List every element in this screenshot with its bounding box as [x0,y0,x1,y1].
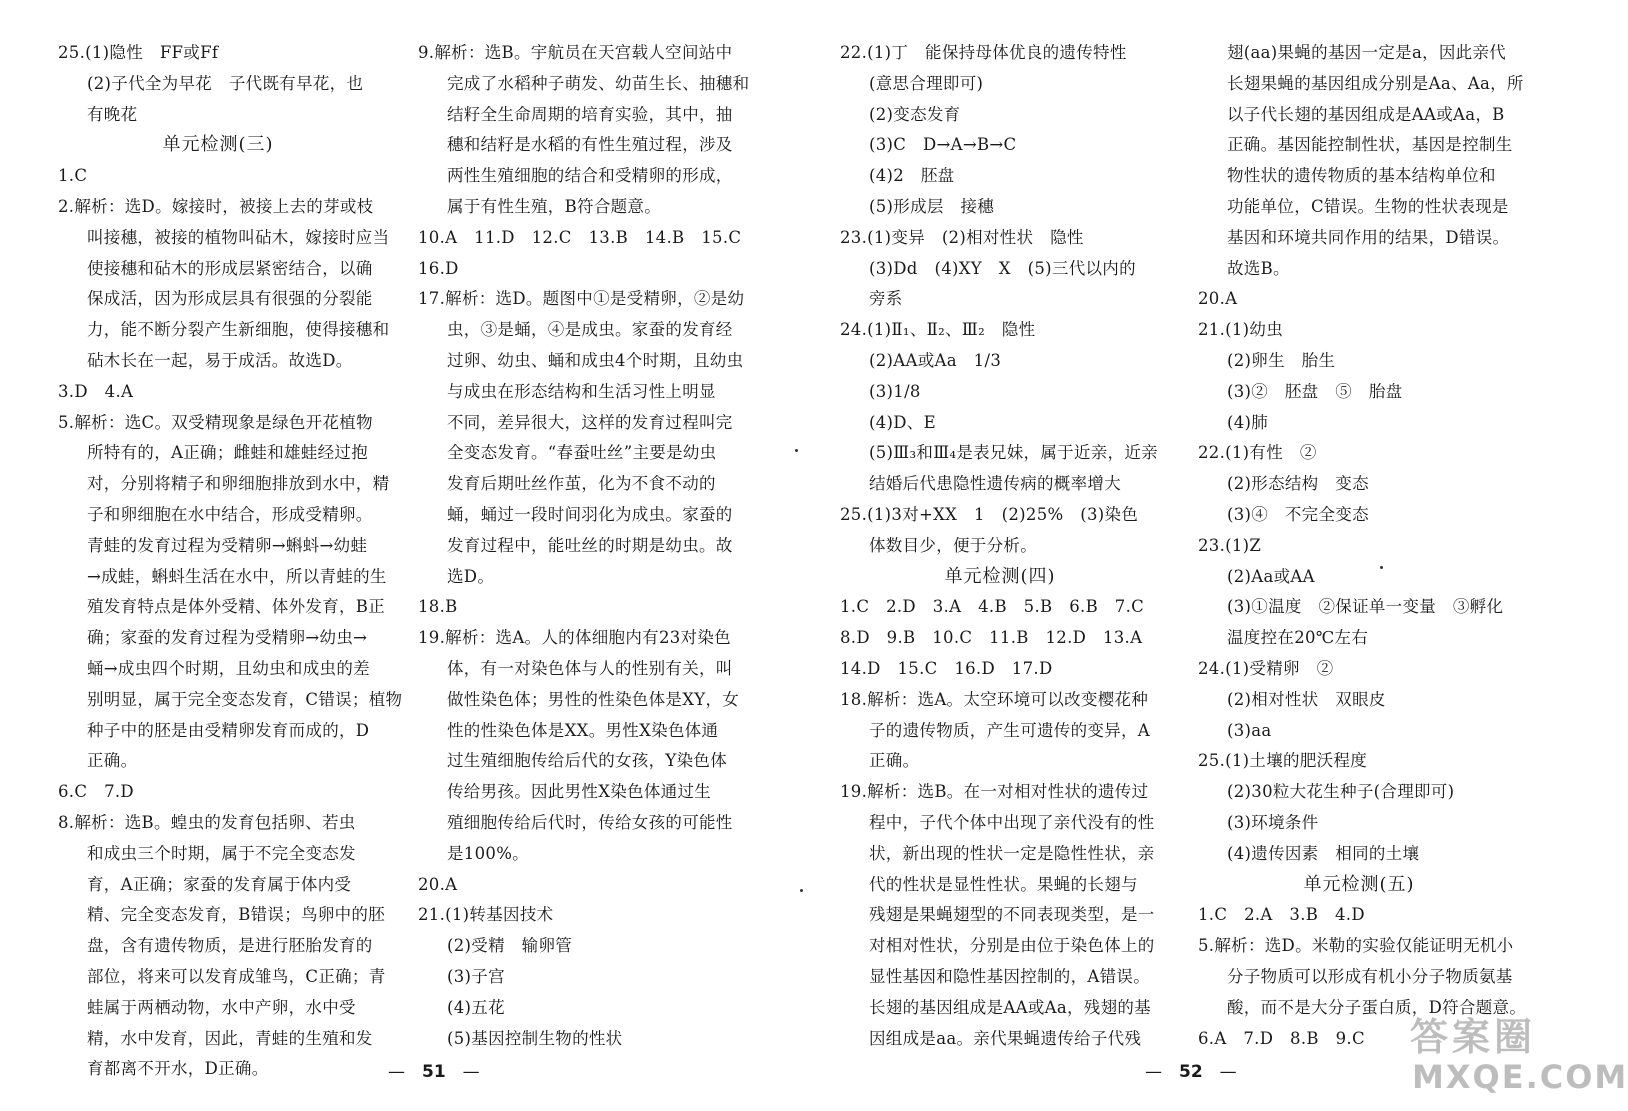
left-page [0,0,800,1111]
answer-line: 对相对性状，分别是由位于染色体上的 [869,936,1155,956]
right-page-column-1 [840,38,1180,1054]
answer-line: 部位，将来可以发育成雏鸟，C正确；青 [87,966,386,986]
answer-line: 穗和结籽是水稻的有性生殖过程，涉及 [447,135,733,155]
answer-line: 蛹→成虫四个时期，且幼虫和成虫的差 [87,658,370,678]
answer-line: 24.(1)Ⅱ₁、Ⅱ₂、Ⅲ₂ 隐性 [840,320,1036,340]
answer-line: 殖细胞传给后代时，传给女孩的可能性 [447,812,733,832]
answer-line: 25.(1)土壤的肥沃程度 [1198,751,1368,771]
scan-speck [800,889,803,892]
answer-line: (2)变态发育 [869,104,961,124]
answer-line: 育，A正确；家蚕的发育属于体内受 [87,874,352,894]
answer-line: 5.解析：选C。双受精现象是绿色开花植物 [58,412,373,432]
answer-line: 结婚后代患隐性遗传病的概率增大 [869,474,1121,494]
answer-line: 19.解析：选A。人的体细胞内有23对染色 [418,628,731,648]
left-page-column-1 [58,38,403,1085]
answer-line: 21.(1)幼虫 [1198,320,1284,340]
answer-line: 子的遗传物质，产生可遗传的变异，A [869,720,1151,740]
scan-speck [795,449,798,452]
answer-line: 育都离不开水，D正确。 [87,1059,269,1079]
answer-line: (3)C D→A→B→C [869,135,1017,155]
answer-line: 2.解析：选D。嫁接时，被接上去的芽或枝 [58,196,374,216]
answer-line: 正确。 [869,751,920,771]
answer-line: 长翅的基因组成是AA或Aa，残翅的基 [869,997,1151,1017]
section-heading: 单元检测(三) [162,134,274,156]
answer-line: (4)遗传因素 相同的土壤 [1227,843,1420,863]
answer-line: (2)30粒大花生种子(合理即可) [1227,782,1455,802]
answer-line: (3)①温度 ②保证单一变量 ③孵化 [1227,597,1504,617]
answer-line: (2)受精 输卵管 [447,936,573,956]
answer-line: (2)子代全为早花 子代既有早花，也 [87,73,364,93]
page-number-dash: — [445,1062,480,1082]
answer-line: 代的性状是显性性状。果蝇的长翅与 [869,874,1138,894]
answer-line: 显性基因和隐性基因控制的，A错误。 [869,966,1151,986]
answer-line: (4)2 胚盘 [869,166,955,186]
answer-line: 21.(1)转基因技术 [418,905,554,925]
answer-line: 青蛙的发育过程为受精卵→蝌蚪→幼蛙 [87,535,368,555]
answer-line: 翅(aa)果蝇的基因一定是a，因此亲代 [1227,43,1507,62]
answer-line: (3)② 胚盘 ⑤ 胎盘 [1227,381,1403,401]
answer-line: 使接穗和砧木的形成层紧密结合，以确 [87,258,373,278]
answer-line: 6.C 7.D [58,782,134,802]
answer-line: 别明显，属于完全变态发育，C错误；植物 [87,689,403,709]
answer-line: 物性状的遗传物质的基本结构单位和 [1227,166,1496,186]
section-heading: 单元检测(五) [1303,873,1415,895]
answer-line: 25.(1)隐性 FF或Ff [58,43,219,62]
answer-line: 精、完全变态发育，B错误；鸟卵中的胚 [87,905,386,925]
answer-line: 残翅是果蝇翅型的不同表现类型，是一 [869,905,1155,925]
answer-line: 1.C [58,166,88,186]
answer-line: 1.C 2.A 3.B 4.D [1198,905,1365,925]
answer-line: 9.解析：选B。宇航员在天宫载人空间站中 [418,43,733,62]
page-number-dash: — [1145,1062,1179,1082]
answer-line: 状，新出现的性状一定是隐性性状，亲 [869,843,1155,863]
answer-line: 20.A [418,874,458,894]
answer-line: (5)基因控制生物的性状 [447,1028,623,1048]
page-number-right [1145,1057,1237,1082]
answer-line: (4)D、E [869,412,936,432]
answer-line: 6.A 7.D 8.B 9.C [1198,1028,1365,1048]
site-watermark [1398,1006,1628,1106]
answer-line: 因组成是aa。亲代果蝇遗传给子代残 [869,1028,1142,1048]
answer-line: 传给男孩。因此男性X染色体通过生 [447,782,712,802]
watermark-url-text: MXQE.COM [1412,1058,1628,1096]
answer-line: 旁系 [869,289,903,309]
answer-line: (4)五花 [447,997,505,1017]
answer-line: 叫接穗，被接的植物叫砧木，嫁接时应当 [87,227,390,247]
answer-line: 过生殖细胞传给后代的女孩，Y染色体 [447,751,727,771]
right-page [800,0,1600,1111]
answer-line: 蛹，蛹过一段时间羽化为成虫。家蚕的 [447,504,733,524]
answer-line: 22.(1)有性 ② [1198,443,1317,463]
answer-line: 性的性染色体是XX。男性X染色体通 [447,720,719,740]
answer-line: 发育过程中，能吐丝的时期是幼虫。故 [447,535,733,555]
answer-line: (2)卵生 胎生 [1227,350,1336,370]
answer-line: 种子中的胚是由受精卵发育而成的，D [87,720,370,740]
answer-line: 体，有一对染色体与人的性别有关，叫 [447,658,733,678]
answer-line: 属于有性生殖，B符合题意。 [447,196,662,216]
answer-line: (3)④ 不完全变态 [1227,504,1369,524]
section-heading: 单元检测(四) [944,565,1056,587]
answer-line: 选D。 [447,566,495,586]
answer-line: 故选B。 [1227,258,1290,278]
answer-line: 22.(1)丁 能保持母体优良的遗传特性 [840,43,1127,62]
answer-line: (意思合理即可) [869,73,984,93]
answer-line: 5.解析：选D。米勒的实验仅能证明无机小 [1198,936,1514,956]
answer-line: 所特有的，A正确；雌蛙和雄蛙经过抱 [87,443,369,463]
answer-line: (3)子宫 [447,966,505,986]
answer-line: 23.(1)Z [1198,535,1262,555]
answer-line: 19.解析：选B。在一对相对性状的遗传过 [840,782,1149,802]
answer-line: 蛙属于两栖动物，水中产卵，水中受 [87,997,356,1017]
answer-line: 10.A 11.D 12.C 13.B 14.B 15.C [418,227,742,247]
answer-line: 全变态发育。“春蚕吐丝”主要是幼虫 [447,443,717,463]
answer-line: (4)肺 [1227,412,1269,432]
page-number-left [388,1057,480,1082]
answer-line: 精，水中发育，因此，青蛙的生殖和发 [87,1028,373,1048]
answer-line: 功能单位，C错误。生物的性状表现是 [1227,196,1509,216]
answer-line: (3)环境条件 [1227,812,1319,832]
answer-line: 24.(1)受精卵 ② [1198,658,1334,678]
answer-line: (3)Dd (4)XY X (5)三代以内的 [869,258,1136,278]
answer-line: 砧木长在一起，易于成活。故选D。 [87,350,353,370]
answer-line: 23.(1)变异 (2)相对性状 隐性 [840,227,1084,247]
answer-line: 和成虫三个时期，属于不完全变态发 [87,843,356,863]
answer-line: 结籽全生命周期的培育实验，其中，抽 [447,104,733,124]
answer-line: 14.D 15.C 16.D 17.D [840,658,1053,678]
answer-line: 与成虫在形态结构和生活习性上明显 [447,381,716,401]
scan-speck [1380,566,1383,569]
answer-line: 是100%。 [447,843,529,863]
page-number-value: 51 [422,1062,446,1082]
answer-line: 程中，子代个体中出现了亲代没有的性 [869,812,1155,832]
answer-line: 8.D 9.B 10.C 11.B 12.D 13.A [840,628,1143,648]
answer-line: 两性生殖细胞的结合和受精卵的形成， [447,166,733,186]
answer-line: (5)Ⅲ₃和Ⅲ₄是表兄妹，属于近亲，近亲 [869,443,1158,463]
answer-line: 酸，而不是大分子蛋白质，D符合题意。 [1227,997,1527,1017]
page-number-value: 52 [1179,1062,1203,1082]
answer-line: 20.A [1198,289,1238,309]
answer-line: 长翅果蝇的基因组成分别是Aa、Aa，所 [1227,73,1524,93]
answer-line: 1.C 2.D 3.A 4.B 5.B 6.B 7.C [840,597,1145,617]
right-page-column-2 [1198,38,1540,1054]
answer-line: 分子物质可以形成有机小分子物质氨基 [1227,966,1513,986]
answer-line: 不同，差异很大，这样的发育过程叫完 [447,412,733,432]
answer-line: (3)1/8 [869,381,921,401]
answer-line: 18.B [418,597,458,617]
answer-line: (2)Aa或AA [1227,566,1315,586]
answer-line: 17.解析：选D。题图中①是受精卵，②是幼 [418,289,745,309]
answer-line: 以子代长翅的基因组成是AA或Aa，B [1227,104,1505,124]
answer-line: 正确。基因能控制性状，基因是控制生 [1227,135,1513,155]
answer-line: (2)AA或Aa 1/3 [869,350,1002,370]
answer-line: 保成活，因为形成层具有很强的分裂能 [87,289,373,309]
page-number-dash: — [1202,1062,1237,1082]
answer-line: 做性染色体；男性的性染色体是XY，女 [447,689,740,709]
answer-line: (2)形态结构 变态 [1227,474,1369,494]
answer-line: 确；家蚕的发育过程为受精卵→幼虫→ [87,628,368,648]
watermark-logo-text: 答案圈 [1410,1015,1537,1059]
answer-line: 虫，③是蛹，④是成虫。家蚕的发育经 [447,320,733,340]
answer-line: 18.解析：选A。太空环境可以改变樱花种 [840,689,1149,709]
answer-line: (5)形成层 接穗 [869,196,995,216]
answer-line: (2)相对性状 双眼皮 [1227,689,1386,709]
answer-line: 3.D 4.A [58,381,134,401]
answer-line: 25.(1)3对+XX 1 (2)25% (3)染色 [840,504,1139,524]
answer-line: 体数目少，便于分析。 [869,535,1037,555]
answer-line: 正确。 [87,751,138,771]
answer-line: 力，能不断分裂产生新细胞，使得接穗和 [87,320,390,340]
answer-line: 温度控在20℃左右 [1227,628,1369,648]
answer-line: 过卵、幼虫、蛹和成虫4个时期，且幼虫 [447,350,744,370]
answer-line: (3)aa [1227,720,1272,740]
page-number-dash: — [388,1062,422,1082]
answer-line: 发育后期吐丝作茧，化为不食不动的 [447,474,716,494]
answer-line: 盘，含有遗传物质，是进行胚胎发育的 [87,936,373,956]
left-page-column-2 [418,38,758,1054]
answer-line: →成蛙，蝌蚪生活在水中，所以青蛙的生 [87,566,387,586]
answer-line: 殖发育特点是体外受精、体外发育，B正 [87,597,386,617]
answer-line: 对，分别将精子和卵细胞排放到水中，精 [87,474,390,494]
answer-line: 有晚花 [87,104,138,124]
answer-line: 16.D [418,258,459,278]
answer-line: 基因和环境共同作用的结果，D错误。 [1227,227,1510,247]
answer-line: 8.解析：选B。蝗虫的发育包括卵、若虫 [58,812,356,832]
answer-line: 子和卵细胞在水中结合，形成受精卵。 [87,504,373,524]
answer-line: 完成了水稻种子萌发、幼苗生长、抽穗和 [447,73,750,93]
